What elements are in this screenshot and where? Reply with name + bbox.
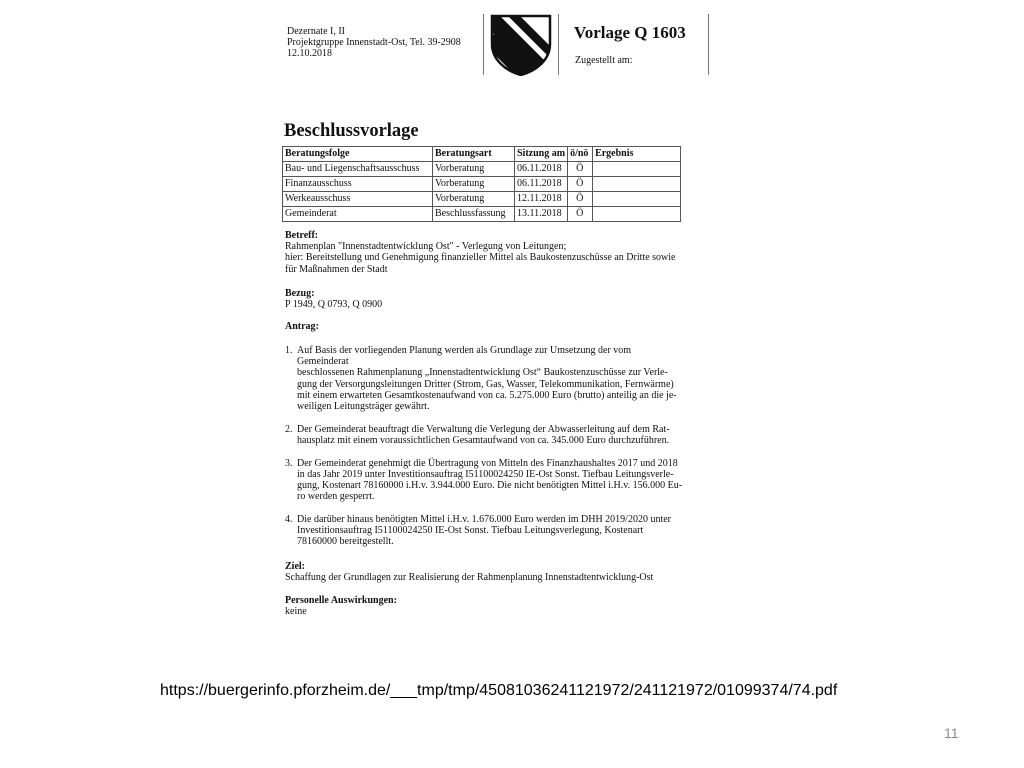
list-item-line: Investitionsauftrag I51100024250 IE-Ost Sonst. Tiefbau Leitungsverlegung, Kostenart [297,525,644,537]
list-item [285,514,685,548]
betreff-section [285,230,675,275]
column-header: Beratungsfolge [283,147,433,162]
betreff-heading: Betreff: [285,230,319,241]
table-cell: Vorberatung [433,162,515,177]
column-header: Beratungsart [433,147,515,162]
table-row [283,207,681,222]
table-row [283,177,681,192]
list-item-line: gung, Kostenart 78160000 i.H.v. 3.944.000 Euro. Die nicht benötigten Mittel i.H.v. 156.000 Eu- [297,480,683,492]
table-cell: Gemeinderat [283,207,433,222]
list-item-line: Die darüber hinaus benötigten Mittel i.H.v. 1.676.000 Euro werden im DHH 2019/2020 unter [297,513,672,525]
list-item-number: 4. [285,513,293,525]
table-cell: Ö [568,162,593,177]
betreff-line: für Maßnahmen der Stadt [285,263,388,275]
ziel-section [285,561,653,583]
personelle-section [285,595,397,617]
table-cell [593,207,681,222]
list-item-line: weiligen Leitungsträger gewährt. [297,401,430,413]
header-divider [708,14,709,75]
beratungsfolge-table [282,146,681,222]
bezug-text: P 1949, Q 0793, Q 0900 [285,299,383,311]
header-divider [558,14,559,75]
list-item-line: Der Gemeinderat genehmigt die Übertragung von Mitteln des Finanzhaushaltes 2017 und 2018 [297,457,678,469]
ziel-heading: Ziel: [285,561,305,572]
betreff-line: Rahmenplan "Innenstadtentwicklung Ost" - Verlegung von Leitungen; [285,241,567,253]
city-crest-icon [490,14,552,81]
list-item-line: hausplatz mit einem voraussichtlichen Gesamtaufwand von ca. 345.000 Euro durchzuführen. [297,434,670,446]
list-item-number: 2. [285,423,293,435]
bezug-heading: Bezug: [285,288,315,299]
table-cell [593,192,681,207]
betreff-line: hier: Bereitstellung und Genehmigung finanzieller Mittel als Baukostenzuschüsse an Dritte sowie [285,252,676,264]
zugestellt-label: Zugestellt am: [575,55,633,66]
header-department-block [287,26,461,59]
personelle-text: keine [285,606,307,618]
bezug-section [285,288,382,310]
table-cell: 06.11.2018 [515,162,568,177]
list-item-line: in das Jahr 2019 unter Investitionsauftrag I51100024250 IE-Ost Sonst. Tiefbau Leitungsverle- [297,468,674,480]
table-cell: Vorberatung [433,192,515,207]
table-cell: Ö [568,177,593,192]
list-item-line: ro werden gesperrt. [297,491,375,503]
antrag-heading-block [285,321,319,332]
column-header: Ergebnis [593,147,681,162]
list-item-number: 1. [285,345,293,356]
list-item-line: 78160000 bereitgestellt. [297,536,394,548]
department-line: Dezernate I, II [287,26,346,37]
table-row [283,192,681,207]
table-cell [593,177,681,192]
column-header: Sitzung am [515,147,568,162]
vorlage-number: Vorlage Q 1603 [574,23,686,42]
table-header-row [283,147,681,162]
table-cell: Werkeausschuss [283,192,433,207]
personelle-heading: Personelle Auswirkungen: [285,595,397,606]
table-cell: 06.11.2018 [515,177,568,192]
antrag-heading: Antrag: [285,321,319,332]
project-group-line: Projektgruppe Innenstadt-Ost, Tel. 39-2908 [287,37,461,48]
list-item-line: gung der Versorgungsleitungen Dritter (Strom, Gas, Wasser, Telekommunikation, Fernwärme) [297,378,674,390]
table-cell: Beschlussfassung [433,207,515,222]
column-header: ö/nö [568,147,593,162]
slide-page-number: 11 [944,725,959,741]
list-item-line: Der Gemeinderat beauftragt die Verwaltung die Verlegung der Abwasserleitung auf dem Rat- [297,423,670,435]
table-cell: Vorberatung [433,177,515,192]
ziel-text: Schaffung der Grundlagen zur Realisierung der Rahmenplanung Innenstadtentwicklung-Ost [285,572,654,584]
page-title: Beschlussvorlage [284,121,419,141]
list-item [285,458,685,503]
table-cell: Bau- und Liegenschaftsausschuss [283,162,433,177]
table-cell: Finanzausschuss [283,177,433,192]
header-date: 12.10.2018 [287,48,332,59]
list-item [285,424,685,446]
list-item-line: beschlossenen Rahmenplanung „Innenstadtentwicklung Ost“ Baukostenzuschüsse zur Verle- [297,367,668,379]
table-cell: 12.11.2018 [515,192,568,207]
header-divider [483,14,484,75]
table-row [283,162,681,177]
list-item-line: Auf Basis der vorliegenden Planung werden als Grundlage zur Umsetzung der vom Gemeinderat [297,345,632,368]
table-cell: Ö [568,207,593,222]
antrag-list [285,345,685,559]
list-item-line: mit einem erwarteten Gesamtkostenaufwand von ca. 5.275.000 Euro (brutto) anteilig an die je- [297,389,677,401]
table-cell: Ö [568,192,593,207]
table-cell: 13.11.2018 [515,207,568,222]
list-item-number: 3. [285,457,293,469]
list-item [285,345,685,412]
source-url: https://buergerinfo.pforzheim.de/___tmp/tmp/45081036241121972/241121972/01099374/74.pdf [160,682,838,699]
table-cell [593,162,681,177]
